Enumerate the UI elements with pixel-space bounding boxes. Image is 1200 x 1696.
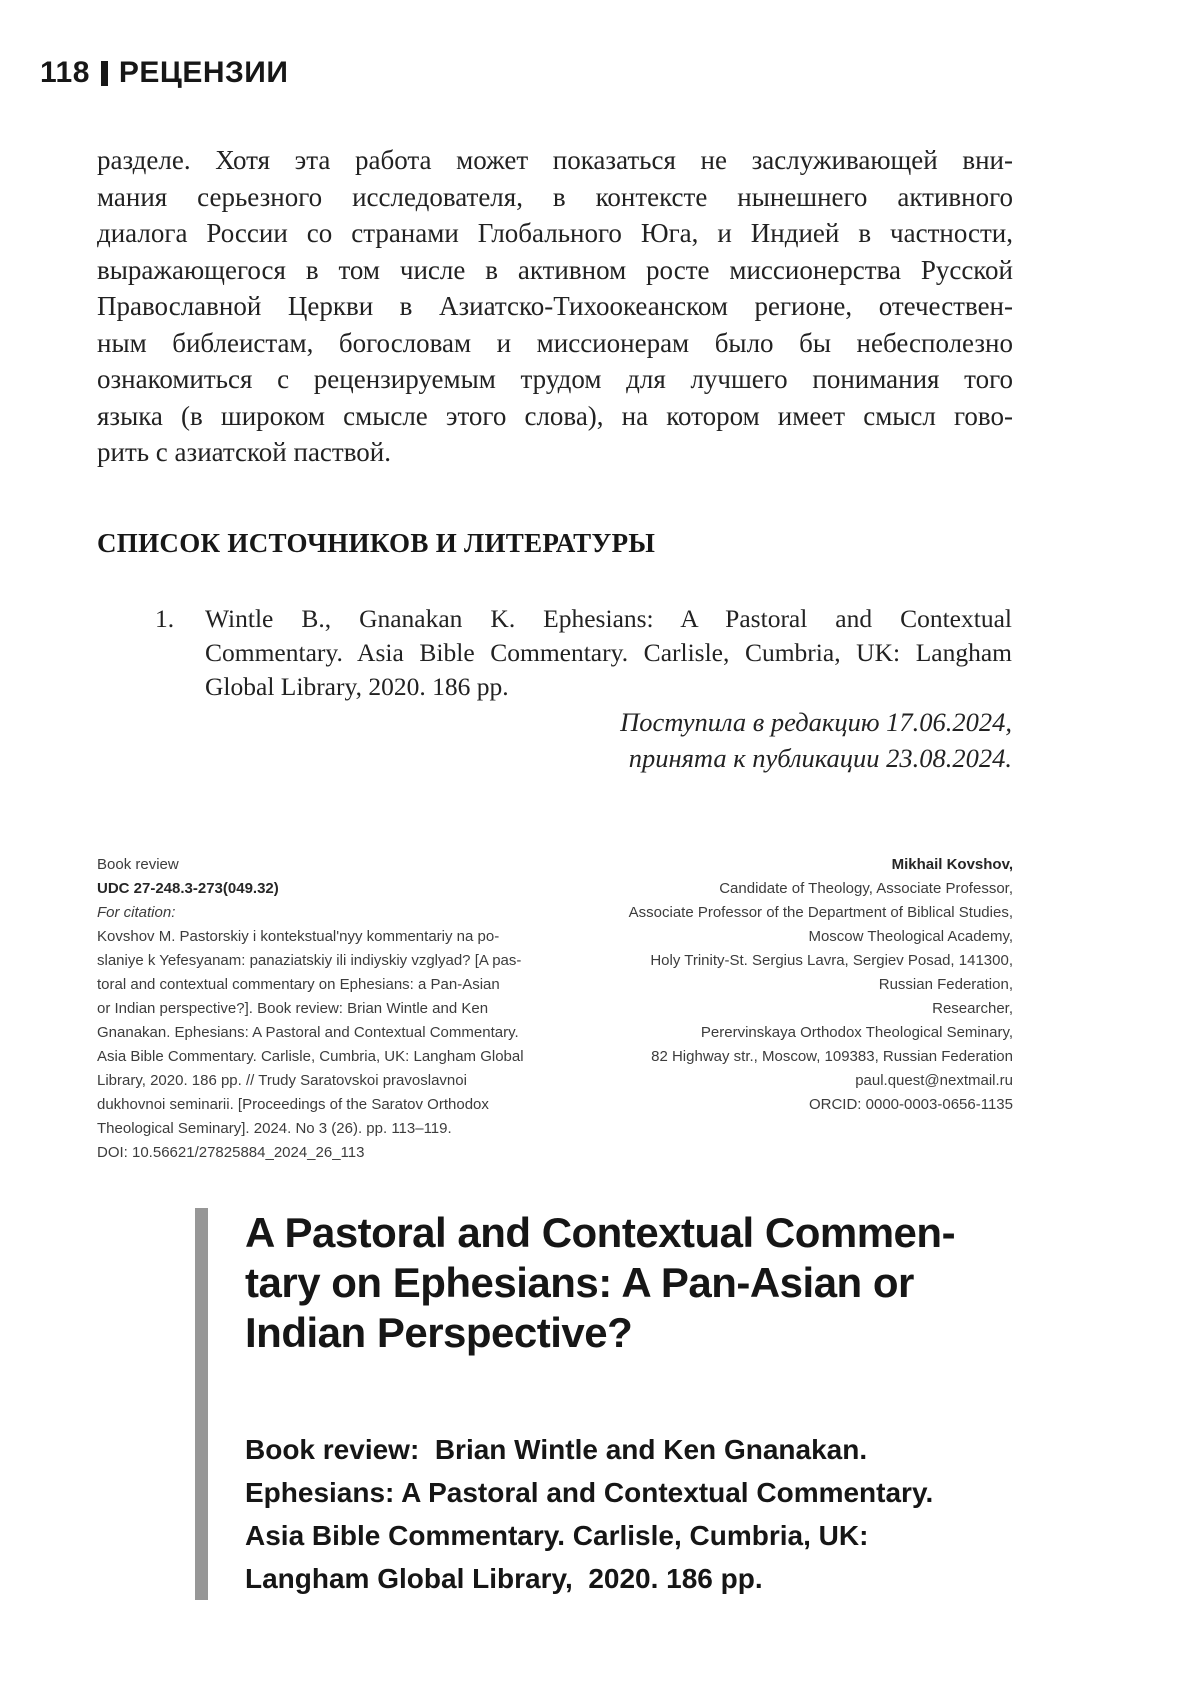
text-line: DOI: 10.56621/27825884_2024_26_113 <box>97 1144 365 1161</box>
text-line: Holy Trinity-St. Sergius Lavra, Sergiev Posad, 141300, <box>650 952 1013 969</box>
reference-item <box>155 602 1012 704</box>
text-line: Langham Global Library, 2020. 186 pp. <box>245 1563 763 1594</box>
text-line: принята к публикации 23.08.2024. <box>628 743 1012 773</box>
text-line: Candidate of Theology, Associate Professor, <box>719 880 1013 897</box>
text-line: выражающегося в том числе в активном росте миссионерства Русской <box>97 254 1013 285</box>
text-line: Kovshov M. Pastorskiy i kontekstual'nyy kommentariy na po- <box>97 928 500 945</box>
header-separator-bar <box>101 61 108 86</box>
text-line: Associate Professor of the Department of Biblical Studies, <box>628 904 1013 921</box>
text-line: Researcher, <box>932 1000 1013 1017</box>
text-line: Perervinskaya Orthodox Theological Seminary, <box>700 1024 1013 1041</box>
title-line: A Pastoral and Contextual Commen- <box>245 1209 956 1256</box>
article-title <box>245 1208 955 1358</box>
text-line: разделе. Хотя эта работа может показаться не заслуживающей вни- <box>97 145 1013 175</box>
text-line: 82 Highway str., Moscow, 109383, Russian Federation <box>651 1048 1013 1065</box>
text-line: paul.quest@nextmail.ru <box>855 1072 1013 1089</box>
title-line: Indian Perspective? <box>245 1309 633 1356</box>
text-line: Asia Bible Commentary. Carlisle, Cumbria, UK: <box>245 1520 869 1551</box>
page-number: 118 <box>40 56 90 89</box>
metadata-left-column <box>97 853 582 1165</box>
title-accent-bar <box>195 1208 208 1600</box>
author-affiliation <box>582 877 1013 1117</box>
title-block <box>195 1208 955 1600</box>
body-paragraph <box>97 142 1013 471</box>
reference-number: 1. <box>155 604 175 633</box>
citation-text <box>97 925 582 1165</box>
text-line: языка (в широком смысле этого слова), на котором имеет смысл гово- <box>97 400 1013 431</box>
text-line: ORCID: 0000-0003-0656-1135 <box>808 1096 1013 1113</box>
text-line: Православной Церкви в Азиатско-Тихоокеанском регионе, отечествен- <box>97 291 1013 321</box>
author-name: Mikhail Kovshov, <box>891 856 1013 873</box>
text-line: Gnanakan. Ephesians: A Pastoral and Contextual Commentary. <box>97 1024 519 1041</box>
text-line: ознакомиться с рецензируемым трудом для лучшего понимания того <box>97 364 1013 394</box>
metadata-block <box>97 853 1013 1165</box>
text-line: Book review: Brian Wintle and Ken Gnanakan. <box>245 1434 868 1465</box>
received-dates <box>620 704 1012 776</box>
text-line: Russian Federation, <box>878 976 1013 993</box>
text-line: Library, 2020. 186 pp. // Trudy Saratovskoi pravoslavnoi <box>97 1072 467 1089</box>
text-line: Global Library, 2020. 186 pp. <box>205 672 509 701</box>
text-line: ным библеистам, богословам и миссионерам было бы небесполезно <box>97 327 1013 358</box>
running-head <box>40 56 288 90</box>
text-line: рить с азиатской паствой. <box>97 437 391 467</box>
text-line: Moscow Theological Academy, <box>808 928 1013 945</box>
section-label: РЕЦЕНЗИИ <box>118 56 289 89</box>
references-heading: СПИСОК ИСТОЧНИКОВ И ЛИТЕРАТУРЫ <box>97 528 656 558</box>
text-line: диалога России со странами Глобального Юга, и Индией в частности, <box>97 218 1013 248</box>
text-line: dukhovnoi seminarii. [Proceedings of the Saratov Orthodox <box>97 1096 489 1113</box>
title-text-wrap <box>245 1208 955 1600</box>
for-citation-label: For citation: <box>97 904 176 921</box>
text-line: мания серьезного исследователя, в контексте нынешнего активного <box>97 181 1013 212</box>
text-line: slaniye k Yefesyanam: panaziatskiy ili indiyskiy vzglyad? [A pas- <box>97 952 522 969</box>
text-line: or Indian perspective?]. Book review: Brian Wintle and Ken <box>97 1000 489 1017</box>
article-type-label: Book review <box>97 856 179 873</box>
title-line: tary on Ephesians: A Pan-Asian or <box>245 1259 914 1306</box>
text-line: toral and contextual commentary on Ephesians: a Pan-Asian <box>97 976 500 993</box>
udc-code: UDC 27-248.3-273(049.32) <box>97 880 279 897</box>
text-line: Asia Bible Commentary. Carlisle, Cumbria, UK: Langham Global <box>97 1048 524 1065</box>
text-line: Ephesians: A Pastoral and Contextual Commentary. <box>245 1477 934 1508</box>
text-line: Wintle B., Gnanakan K. Ephesians: A Pastoral and Contextual <box>205 604 1012 633</box>
text-line: Commentary. Asia Bible Commentary. Carlisle, Cumbria, UK: Langham <box>205 638 1012 667</box>
book-review-citation <box>245 1428 955 1600</box>
text-line: Theological Seminary]. 2024. No 3 (26). pp. 113–119. <box>97 1120 452 1137</box>
reference-text <box>205 602 1012 704</box>
metadata-right-column <box>582 853 1013 1165</box>
text-line: Поступила в редакцию 17.06.2024, <box>620 707 1012 737</box>
